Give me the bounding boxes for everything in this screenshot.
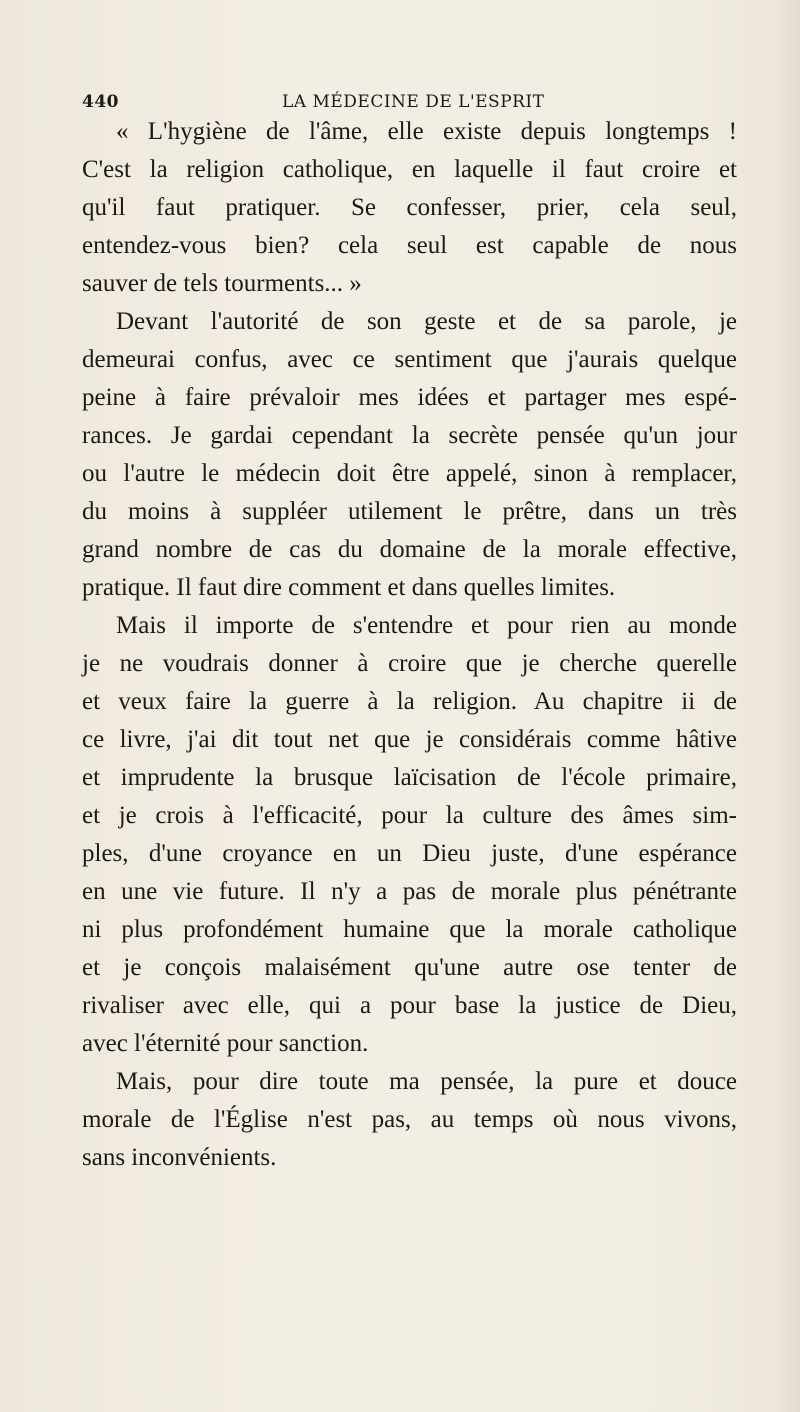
text-line: Mais, pour dire toute ma pensée, la pure et douce	[116, 1068, 737, 1095]
text-line: ce livre, j'ai dit tout net que je considérais comme hâtive	[82, 726, 737, 753]
page-header	[82, 92, 737, 116]
text-line: morale de l'Église n'est pas, au temps où nous vivons,	[82, 1106, 737, 1133]
text-line: ni plus profondément humaine que la morale catholique	[82, 916, 737, 943]
text-line: Devant l'autorité de son geste et de sa parole, je	[116, 308, 737, 335]
text-line: pratique. Il faut dire comment et dans quelles limites.	[82, 574, 616, 601]
page-number: 440	[82, 92, 119, 112]
text-line: avec l'éternité pour sanction.	[82, 1030, 369, 1057]
text-line: et imprudente la brusque laïcisation de l'école primaire,	[82, 764, 737, 791]
text-line: je ne voudrais donner à croire que je cherche querelle	[82, 650, 737, 677]
text-line: grand nombre de cas du domaine de la morale effective,	[82, 536, 737, 563]
text-line: sans inconvénients.	[82, 1144, 277, 1171]
text-line: ou l'autre le médecin doit être appelé, sinon à remplacer,	[82, 460, 737, 487]
text-line: sauver de tels tourments... »	[82, 270, 362, 297]
text-line: en une vie future. Il n'y a pas de morale plus pénétrante	[82, 878, 737, 905]
text-line: du moins à suppléer utilement le prêtre, dans un très	[82, 498, 737, 525]
text-line: peine à faire prévaloir mes idées et partager mes espé-	[82, 384, 737, 411]
text-line: rivaliser avec elle, qui a pour base la justice de Dieu,	[82, 992, 737, 1019]
text-line: C'est la religion catholique, en laquelle il faut croire et	[82, 156, 737, 183]
text-line: rances. Je gardai cependant la secrète pensée qu'un jour	[82, 422, 737, 449]
text-line: et veux faire la guerre à la religion. Au chapitre ii de	[82, 688, 737, 715]
text-line: et je conçois malaisément qu'une autre ose tenter de	[82, 954, 737, 981]
running-title: LA MÉDECINE DE L'ESPRIT	[282, 92, 545, 112]
text-line: Mais il importe de s'entendre et pour rien au monde	[116, 612, 737, 639]
text-line: ples, d'une croyance en un Dieu juste, d'une espérance	[82, 840, 737, 867]
text-line: entendez-vous bien? cela seul est capable de nous	[82, 232, 737, 259]
text-line: et je crois à l'efficacité, pour la culture des âmes sim-	[82, 802, 737, 829]
text-line: demeurai confus, avec ce sentiment que j'aurais quelque	[82, 346, 737, 373]
text-line: qu'il faut pratiquer. Se confesser, prier, cela seul,	[82, 194, 737, 221]
page-edge-shadow	[776, 0, 800, 1412]
text-line: « L'hygiène de l'âme, elle existe depuis longtemps !	[116, 118, 737, 145]
